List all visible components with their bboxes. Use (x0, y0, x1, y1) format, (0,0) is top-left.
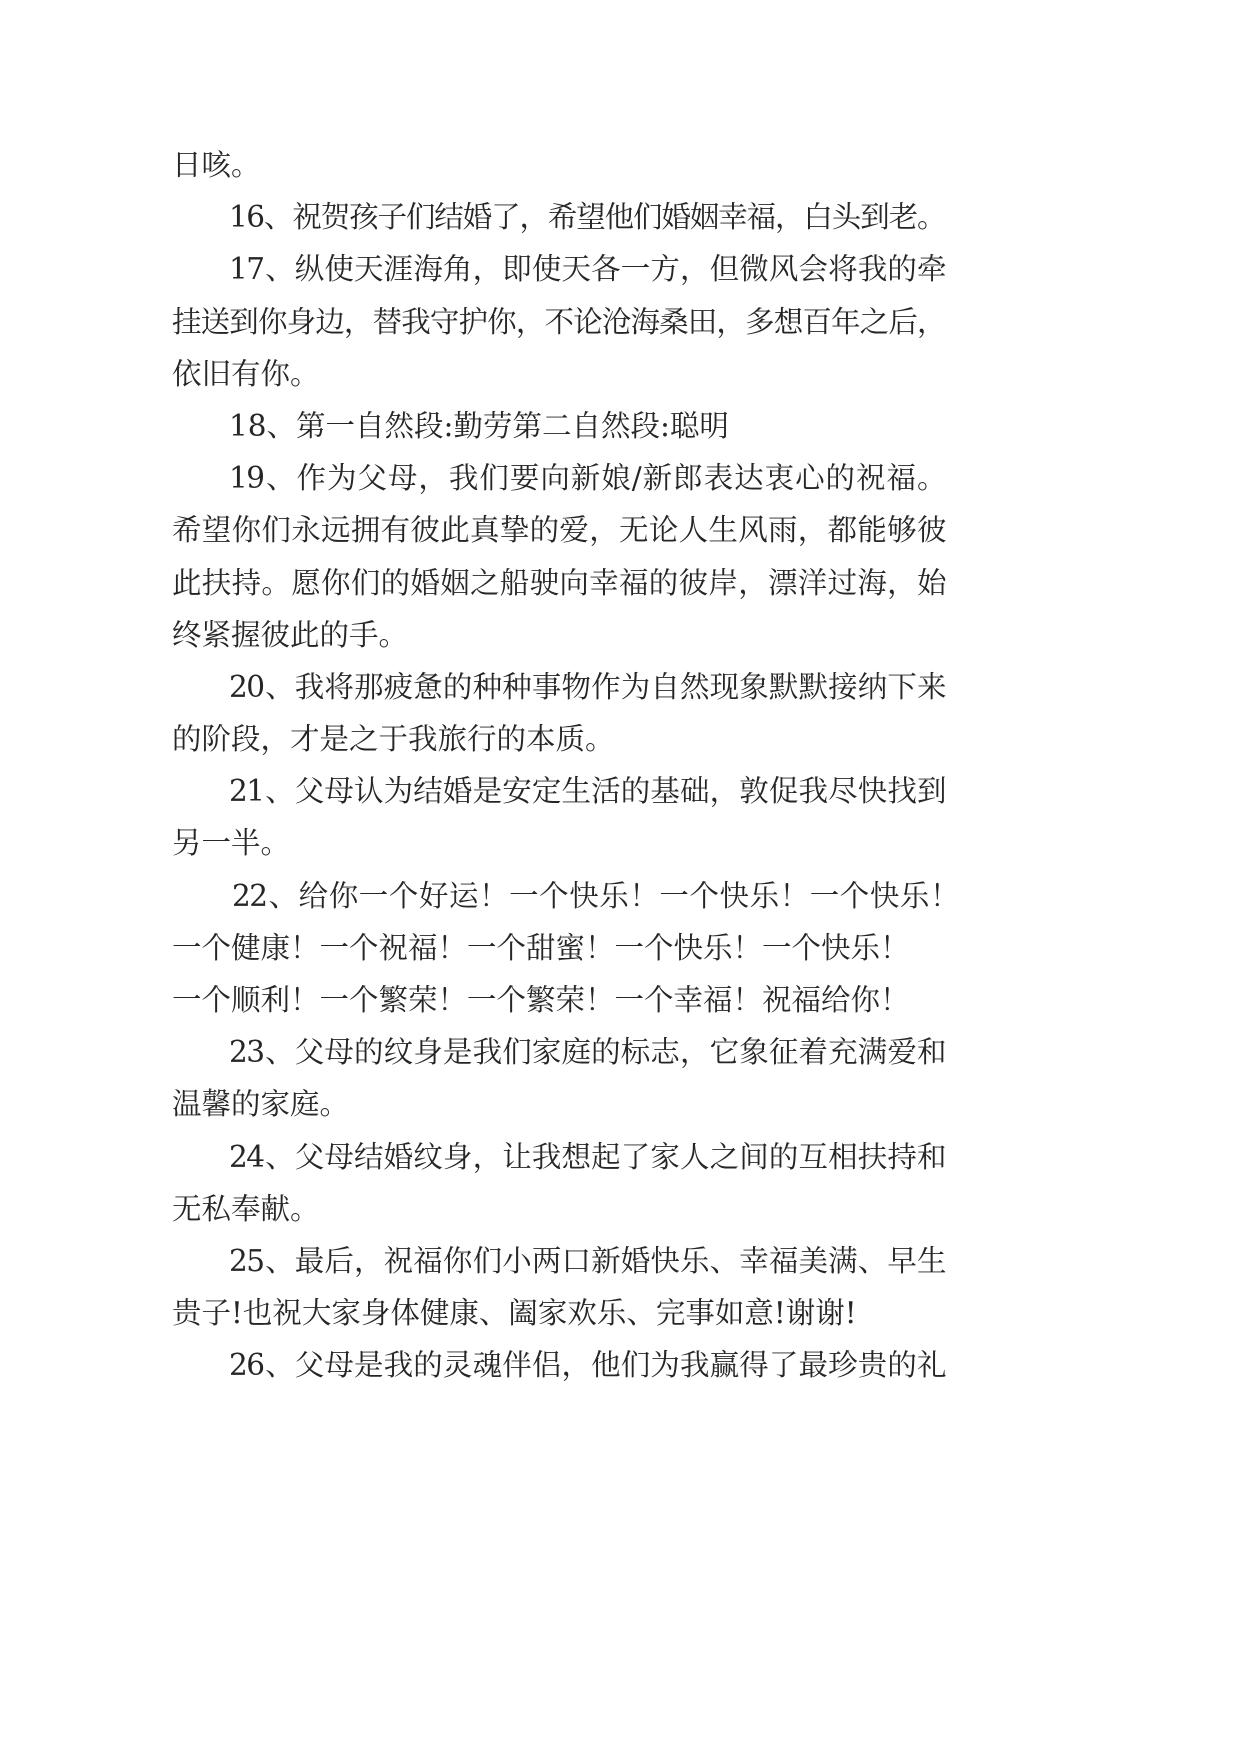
document-body (172, 139, 958, 1392)
paragraph (172, 452, 945, 661)
text-line: 16、祝贺孩子们结婚了，希望他们婚姻幸福，白头到老。 (229, 200, 945, 235)
paragraph (172, 139, 945, 191)
text-line: 此扶持。愿你们的婚姻之船驶向幸福的彼岸，漂洋过海，始 (172, 565, 945, 600)
paragraph (172, 1235, 945, 1339)
text-line: 挂送到你身边，替我守护你，不论沧海桑田，多想百年之后， (172, 304, 945, 339)
text-line: 19、作为父母，我们要向新娘/新郎表达衷心的祝福。 (229, 461, 945, 496)
text-line: 21、父母认为结婚是安定生活的基础，敦促我尽快找到 (229, 774, 945, 809)
text-line: 25、最后，祝福你们小两口新婚快乐、幸福美满、早生 (229, 1243, 945, 1278)
text-line: 22、给你一个好运！一个快乐！一个快乐！一个快乐！ (232, 878, 958, 913)
text-line: 一个顺利！一个繁荣！一个繁荣！一个幸福！祝福给你！ (172, 983, 910, 1017)
paragraph (172, 870, 958, 1027)
text-line: 24、父母结婚纹身，让我想起了家人之间的互相扶持和 (229, 1139, 945, 1174)
text-line: 贵子!也祝大家身体健康、阖家欢乐、完事如意!谢谢! (172, 1296, 857, 1331)
text-line: 终紧握彼此的手。 (172, 617, 409, 652)
paragraph (172, 1339, 945, 1391)
text-line: 希望你们永远拥有彼此真挚的爱，无论人生风雨，都能够彼 (172, 513, 945, 548)
paragraph (172, 243, 945, 400)
text-line: 依旧有你。 (172, 356, 320, 391)
text-line: 无私奉献。 (172, 1191, 320, 1226)
paragraph (172, 661, 945, 765)
text-line: 日咳。 (172, 148, 261, 182)
text-line: 一个健康！一个祝福！一个甜蜜！一个快乐！一个快乐！ (172, 930, 910, 965)
text-line: 的阶段，才是之于我旅行的本质。 (172, 722, 615, 757)
paragraph (172, 191, 945, 243)
text-line: 另一半。 (172, 826, 291, 861)
text-line: 23、父母的纹身是我们家庭的标志，它象征着充满爱和 (229, 1035, 945, 1070)
text-line: 20、我将那疲惫的种种事物作为自然现象默默接纳下来 (229, 669, 945, 704)
text-line: 17、纵使天涯海角，即使天各一方，但微风会将我的牵 (229, 252, 945, 287)
paragraph (172, 400, 945, 452)
paragraph (172, 1131, 945, 1235)
paragraph (172, 1026, 945, 1130)
text-line: 26、父母是我的灵魂伴侣，他们为我赢得了最珍贵的礼 (229, 1348, 945, 1383)
text-line: 温馨的家庭。 (172, 1087, 350, 1122)
paragraph (172, 765, 945, 869)
text-line: 18、第一自然段:勤劳第二自然段:聪明 (229, 408, 729, 443)
